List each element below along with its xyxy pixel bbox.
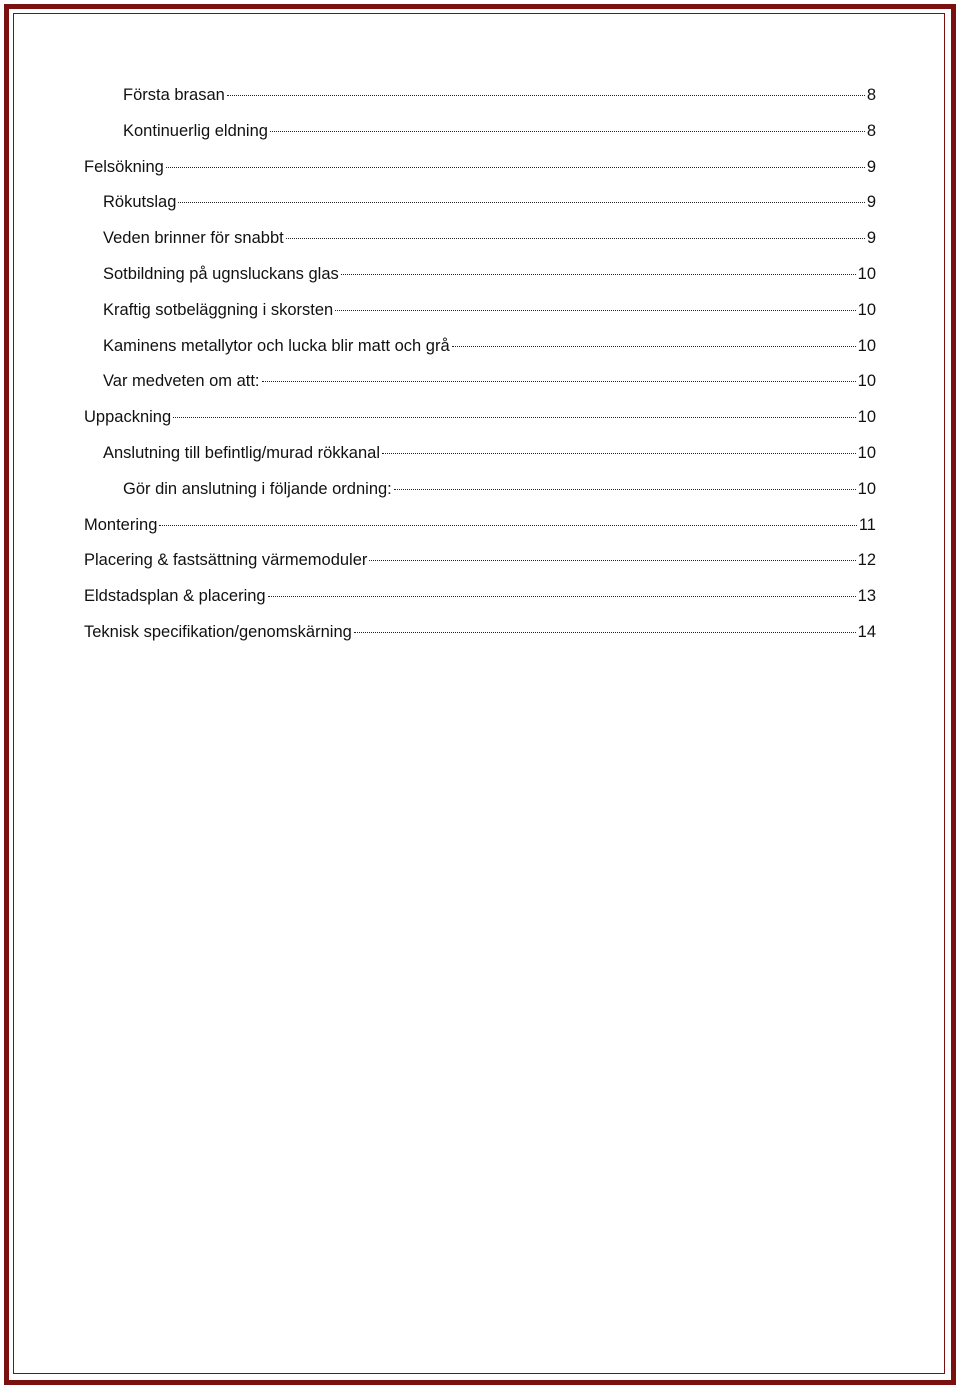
toc-entry-page: 13	[857, 587, 876, 606]
toc-entry[interactable]	[84, 185, 876, 221]
toc-entry-title: Uppackning	[84, 408, 172, 427]
toc-dot-leader	[262, 381, 856, 382]
toc-entry[interactable]	[84, 436, 876, 472]
toc-dot-leader	[173, 417, 856, 418]
toc-entry[interactable]	[84, 400, 876, 436]
toc-entry-title: Eldstadsplan & placering	[84, 587, 266, 606]
toc-entry-page: 10	[857, 443, 876, 462]
toc-dot-leader	[166, 167, 865, 168]
toc-dot-leader	[268, 596, 856, 597]
toc-entry-page: 10	[857, 479, 876, 498]
toc-dot-leader	[335, 310, 855, 311]
toc-entry[interactable]	[84, 579, 876, 615]
toc-entry[interactable]	[84, 221, 876, 257]
toc-entry-page: 14	[857, 622, 876, 641]
toc-entry[interactable]	[84, 472, 876, 508]
toc-dot-leader	[178, 202, 864, 203]
toc-dot-leader	[394, 489, 856, 490]
toc-entry-page: 10	[857, 264, 876, 283]
toc-entry-title: Gör din anslutning i följande ordning:	[123, 479, 392, 498]
toc-dot-leader	[382, 453, 856, 454]
toc-dot-leader	[270, 131, 865, 132]
toc-entry-title: Kraftig sotbeläggning i skorsten	[103, 300, 334, 319]
toc-entry-title: Placering & fastsättning värmemoduler	[84, 551, 368, 570]
toc-entry-title: Rökutslag	[103, 193, 177, 212]
toc-entry[interactable]	[84, 364, 876, 400]
toc-entry-page: 9	[866, 157, 876, 176]
toc-entry[interactable]	[84, 78, 876, 114]
toc-entry-page: 8	[866, 86, 876, 104]
toc-entry-title: Kaminens metallytor och lucka blir matt och grå	[103, 336, 450, 355]
toc-entry-page: 10	[857, 336, 876, 355]
toc-entry-title: Sotbildning på ugnsluckans glas	[103, 264, 339, 283]
toc-entry-title: Montering	[84, 515, 158, 534]
toc-entry-page: 9	[866, 193, 876, 212]
toc-entry-page: 12	[857, 551, 876, 570]
toc-entry-page: 11	[858, 515, 876, 534]
toc-dot-leader	[286, 238, 865, 239]
toc-entry-title: Anslutning till befintlig/murad rökkanal	[103, 443, 380, 462]
toc-dot-leader	[227, 95, 865, 96]
toc-entry[interactable]	[84, 150, 876, 186]
toc-dot-leader	[341, 274, 856, 275]
toc-entry[interactable]	[84, 508, 876, 544]
toc-entry[interactable]	[84, 615, 876, 651]
toc-entry-title: Första brasan	[123, 86, 225, 104]
toc-entry-title: Veden brinner för snabbt	[103, 229, 284, 248]
toc-entry[interactable]	[84, 114, 876, 150]
toc-entry[interactable]	[84, 543, 876, 579]
toc-entry-page: 9	[866, 229, 876, 248]
toc-dot-leader	[159, 525, 856, 526]
toc-entry-page: 8	[866, 121, 876, 140]
toc-entry[interactable]	[84, 293, 876, 329]
table-of-contents	[84, 78, 876, 651]
toc-dot-leader	[369, 560, 855, 561]
toc-entry-title: Felsökning	[84, 157, 164, 176]
toc-entry-page: 10	[857, 300, 876, 319]
toc-entry-page: 10	[857, 408, 876, 427]
toc-dot-leader	[452, 346, 856, 347]
toc-entry-page: 10	[857, 372, 876, 391]
toc-entry-title: Kontinuerlig eldning	[123, 121, 268, 140]
toc-entry-title: Var medveten om att:	[103, 372, 260, 391]
toc-entry[interactable]	[84, 329, 876, 365]
toc-entry[interactable]	[84, 257, 876, 293]
toc-entry-title: Teknisk specifikation/genomskärning	[84, 622, 352, 641]
toc-dot-leader	[354, 632, 856, 633]
